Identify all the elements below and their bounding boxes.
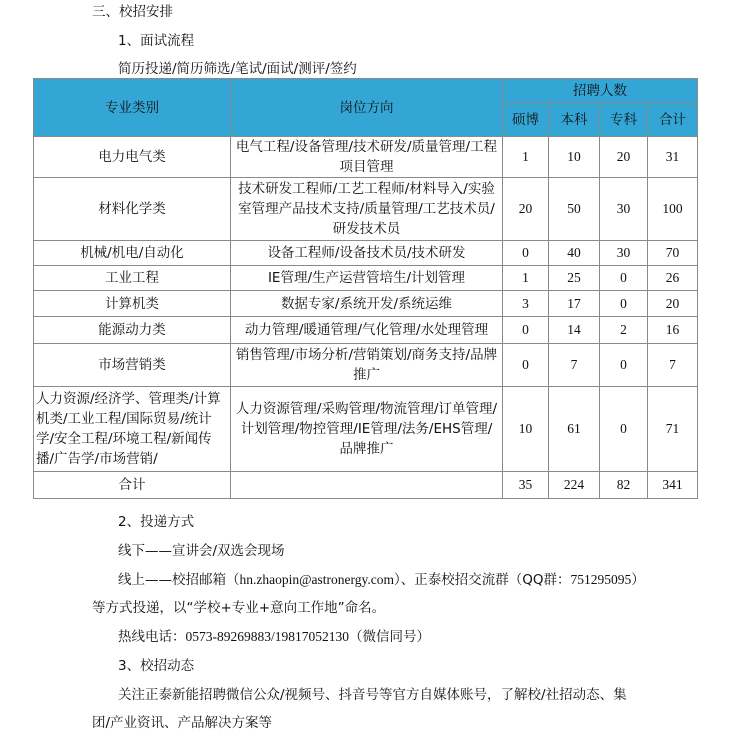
- table-row: [34, 291, 698, 317]
- interview-process-text: 简历投递/简历筛选/笔试/面试/测评/签约: [118, 61, 357, 77]
- table-row: [34, 266, 698, 291]
- cell-position: [231, 472, 503, 499]
- follow-text-line2: 团/产业资讯、产品解决方案等: [92, 715, 273, 731]
- cell-bachelor: 7: [549, 344, 600, 387]
- table-row: [34, 317, 698, 344]
- table-row: [34, 137, 698, 178]
- cell-college: 20: [600, 137, 648, 178]
- table-total-row: [34, 472, 698, 499]
- cell-major: 市场营销类: [34, 344, 231, 387]
- cell-master-phd: 10: [503, 387, 549, 472]
- cell-college: 0: [600, 387, 648, 472]
- cell-position: 销售管理/市场分析/营销策划/商务支持/品牌推广: [231, 344, 503, 387]
- table-row: [34, 387, 698, 472]
- cell-bachelor: 50: [549, 178, 600, 241]
- cell-position: 数据专家/系统开发/系统运维: [231, 291, 503, 317]
- cell-total: 341: [648, 472, 698, 499]
- cell-bachelor: 17: [549, 291, 600, 317]
- cell-major: 工业工程: [34, 266, 231, 291]
- cell-total: 70: [648, 241, 698, 266]
- cell-bachelor: 10: [549, 137, 600, 178]
- header-position: 岗位方向: [231, 79, 503, 137]
- recruitment-table: [33, 78, 698, 499]
- subsection-title-news: 3、校招动态: [118, 658, 195, 674]
- cell-master-phd: 1: [503, 266, 549, 291]
- hotline-note: （微信同号）: [349, 629, 430, 645]
- cell-total: 100: [648, 178, 698, 241]
- subsection-title-delivery: 2、投递方式: [118, 514, 195, 530]
- recruit-email-link[interactable]: hn.zhaopin@astronergy.com: [239, 572, 395, 587]
- table-row: [34, 344, 698, 387]
- online-suffix: ）: [631, 572, 645, 588]
- online-middle: ）、正泰校招交流群（QQ群：: [394, 572, 571, 588]
- table-row: [34, 241, 698, 266]
- cell-major: 能源动力类: [34, 317, 231, 344]
- cell-master-phd: 0: [503, 241, 549, 266]
- cell-college: 30: [600, 178, 648, 241]
- section-title: 三、校招安排: [92, 4, 173, 20]
- offline-delivery-text: 线下——宣讲会/双选会现场: [118, 543, 285, 559]
- table-row: [34, 178, 698, 241]
- cell-master-phd: 3: [503, 291, 549, 317]
- cell-college: 0: [600, 344, 648, 387]
- cell-bachelor: 40: [549, 241, 600, 266]
- header-master-phd: 硕博: [503, 103, 549, 137]
- cell-major: 材料化学类: [34, 178, 231, 241]
- online-delivery-text: [118, 570, 645, 590]
- header-major: 专业类别: [34, 79, 231, 137]
- cell-total: 20: [648, 291, 698, 317]
- online-prefix: 线上——校招邮箱（: [118, 572, 240, 588]
- cell-position: 电气工程/设备管理/技术研发/质量管理/工程项目管理: [231, 137, 503, 178]
- cell-major: 电力电气类: [34, 137, 231, 178]
- cell-master-phd: 35: [503, 472, 549, 499]
- cell-position: IE管理/生产运营管培生/计划管理: [231, 266, 503, 291]
- cell-total: 31: [648, 137, 698, 178]
- cell-college: 82: [600, 472, 648, 499]
- cell-bachelor: 224: [549, 472, 600, 499]
- header-count-group: 招聘人数: [503, 79, 698, 103]
- cell-position: 设备工程师/设备技术员/技术研发: [231, 241, 503, 266]
- header-college: 专科: [600, 103, 648, 137]
- cell-major: 计算机类: [34, 291, 231, 317]
- cell-college: 30: [600, 241, 648, 266]
- cell-bachelor: 14: [549, 317, 600, 344]
- hotline-number: 0573-89269883/19817052130: [185, 629, 349, 644]
- cell-position: 技术研发工程师/工艺工程师/材料导入/实验室管理产品技术支持/质量管理/工艺技术员/研发技术员: [231, 178, 503, 241]
- cell-position: 人力资源管理/采购管理/物流管理/订单管理/计划管理/物控管理/IE管理/法务/EHS管理/品牌推广: [231, 387, 503, 472]
- header-total: 合计: [648, 103, 698, 137]
- cell-college: 0: [600, 266, 648, 291]
- cell-total: 26: [648, 266, 698, 291]
- cell-bachelor: 25: [549, 266, 600, 291]
- cell-total: 7: [648, 344, 698, 387]
- cell-master-phd: 0: [503, 317, 549, 344]
- cell-bachelor: 61: [549, 387, 600, 472]
- qq-group-number: 751295095: [570, 572, 632, 587]
- cell-master-phd: 0: [503, 344, 549, 387]
- cell-master-phd: 20: [503, 178, 549, 241]
- cell-master-phd: 1: [503, 137, 549, 178]
- hotline-text: [118, 627, 430, 647]
- cell-total: 71: [648, 387, 698, 472]
- header-bachelor: 本科: [549, 103, 600, 137]
- follow-text-line1: 关注正泰新能招聘微信公众/视频号、抖音号等官方自媒体账号，了解校/社招动态、集: [118, 687, 627, 703]
- cell-college: 0: [600, 291, 648, 317]
- cell-major: 人力资源/经济学、管理类/计算机类/工业工程/国际贸易/统计学/安全工程/环境工程/新闻传播/广告学/市场营销/: [34, 387, 231, 472]
- hotline-label: 热线电话：: [118, 629, 186, 645]
- subsection-title-interview: 1、面试流程: [118, 33, 195, 49]
- cell-position: 动力管理/暖通管理/气化管理/水处理管理: [231, 317, 503, 344]
- cell-college: 2: [600, 317, 648, 344]
- cell-major: 机械/机电/自动化: [34, 241, 231, 266]
- cell-total-label: 合计: [34, 472, 231, 499]
- naming-rule-text: 等方式投递，以“学校+专业+意向工作地”命名。: [92, 600, 386, 616]
- cell-total: 16: [648, 317, 698, 344]
